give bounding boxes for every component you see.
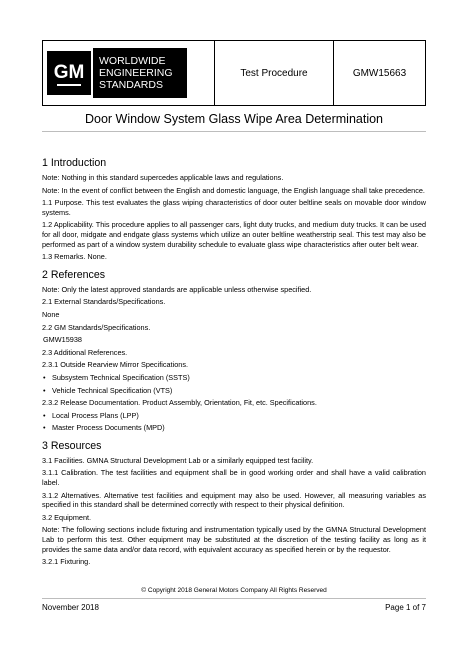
paragraph: 3.2.1 Fixturing. bbox=[42, 557, 91, 567]
paragraph: 2.1 External Standards/Specifications. bbox=[42, 297, 166, 307]
paragraph: Note: Nothing in this standard supercedes applicable laws and regulations. bbox=[42, 173, 284, 182]
document-body bbox=[42, 150, 426, 570]
list-item: • Vehicle Technical Specification (VTS) bbox=[42, 386, 426, 396]
bullet-list bbox=[42, 373, 426, 395]
footer-date: November 2018 bbox=[42, 603, 99, 612]
list-item: • Local Process Plans (LPP) bbox=[42, 411, 426, 421]
document-header bbox=[42, 40, 426, 106]
org-line-2: ENGINEERING bbox=[99, 67, 173, 79]
section-heading-introduction: 1 Introduction bbox=[42, 157, 107, 169]
paragraph: 1.3 Remarks. None. bbox=[42, 252, 107, 262]
paragraph: 2.3 Additional References. bbox=[42, 347, 128, 357]
section-heading-references: 2 References bbox=[42, 268, 106, 281]
document-title: Door Window System Glass Wipe Area Determination bbox=[84, 112, 384, 126]
paragraph: 3.1.2 Alternatives. Alternative test facilities and equipment may also be used. However, all measuring variables as specified in this standard shall be determined correctly with respect to their physical definition. bbox=[42, 490, 426, 510]
paragraph: None bbox=[42, 309, 60, 319]
paragraph: Note: The following sections include fixturing and instrumentation typically used by the GMNA Structural Development Lab to perform this test. Other equipment may be substituted at the discretion of the testing facility as long as it provides the same data and/or data record, with equivalent accuracy as specified herein or by the requestor. bbox=[42, 525, 426, 554]
paragraph: 2.3.2 Release Documentation. Product Assembly, Orientation, Fit, etc. Specifications. bbox=[42, 398, 317, 408]
doc-type: Test Procedure bbox=[215, 41, 334, 105]
bullet-list bbox=[42, 411, 426, 433]
paragraph: 2.2 GM Standards/Specifications. bbox=[42, 322, 151, 332]
paragraph: 3.2 Equipment. bbox=[42, 512, 92, 522]
title-divider bbox=[42, 131, 426, 132]
page-number: Page 1 of 7 bbox=[385, 603, 426, 612]
org-line-3: STANDARDS bbox=[99, 79, 163, 91]
org-name-block bbox=[93, 48, 187, 98]
paragraph: 3.1 Facilities. GMNA Structural Development Lab or a similarly equipped test facility. bbox=[42, 455, 314, 465]
header-logo-cell bbox=[43, 41, 215, 105]
paragraph: Note: Only the latest approved standards are applicable unless otherwise specified. bbox=[42, 284, 312, 294]
paragraph: 2.3.1 Outside Rearview Mirror Specifications. bbox=[42, 360, 188, 370]
list-item: • Subsystem Technical Specification (SSTS) bbox=[42, 373, 426, 383]
gm-logo: GM bbox=[47, 51, 91, 95]
section-heading-resources: 3 Resources bbox=[42, 439, 102, 452]
paragraph: 1.1 Purpose. This test evaluates the glass wiping characteristics of door outer beltline seals on movable door window systems. bbox=[42, 198, 426, 217]
org-line-1: WORLDWIDE bbox=[99, 55, 166, 67]
paragraph: Note: In the event of conflict between the English and domestic language, the English language shall take precedence. bbox=[42, 185, 425, 195]
paragraph: 1.2 Applicability. This procedure applies to all passenger cars, light duty trucks, and medium duty trucks. It can be used for all door, midgate and endgate glass systems which utilize an outer beltline weatherstrip seal. This test may also be performed as part of a window system durability schedule to evaluate glass wipe characteristics after outer belt wear. bbox=[42, 220, 426, 249]
list-item: • Master Process Documents (MPD) bbox=[42, 423, 426, 433]
doc-number: GMW15663 bbox=[352, 67, 407, 79]
paragraph: 3.1.1 Calibration. The test facilities and equipment shall be in good working order and shall have a valid calibration label. bbox=[42, 468, 426, 488]
copyright-notice: © Copyright 2018 General Motors Company All Rights Reserved bbox=[141, 587, 327, 594]
footer-divider bbox=[42, 598, 426, 599]
paragraph: GMW15938 bbox=[43, 335, 82, 345]
